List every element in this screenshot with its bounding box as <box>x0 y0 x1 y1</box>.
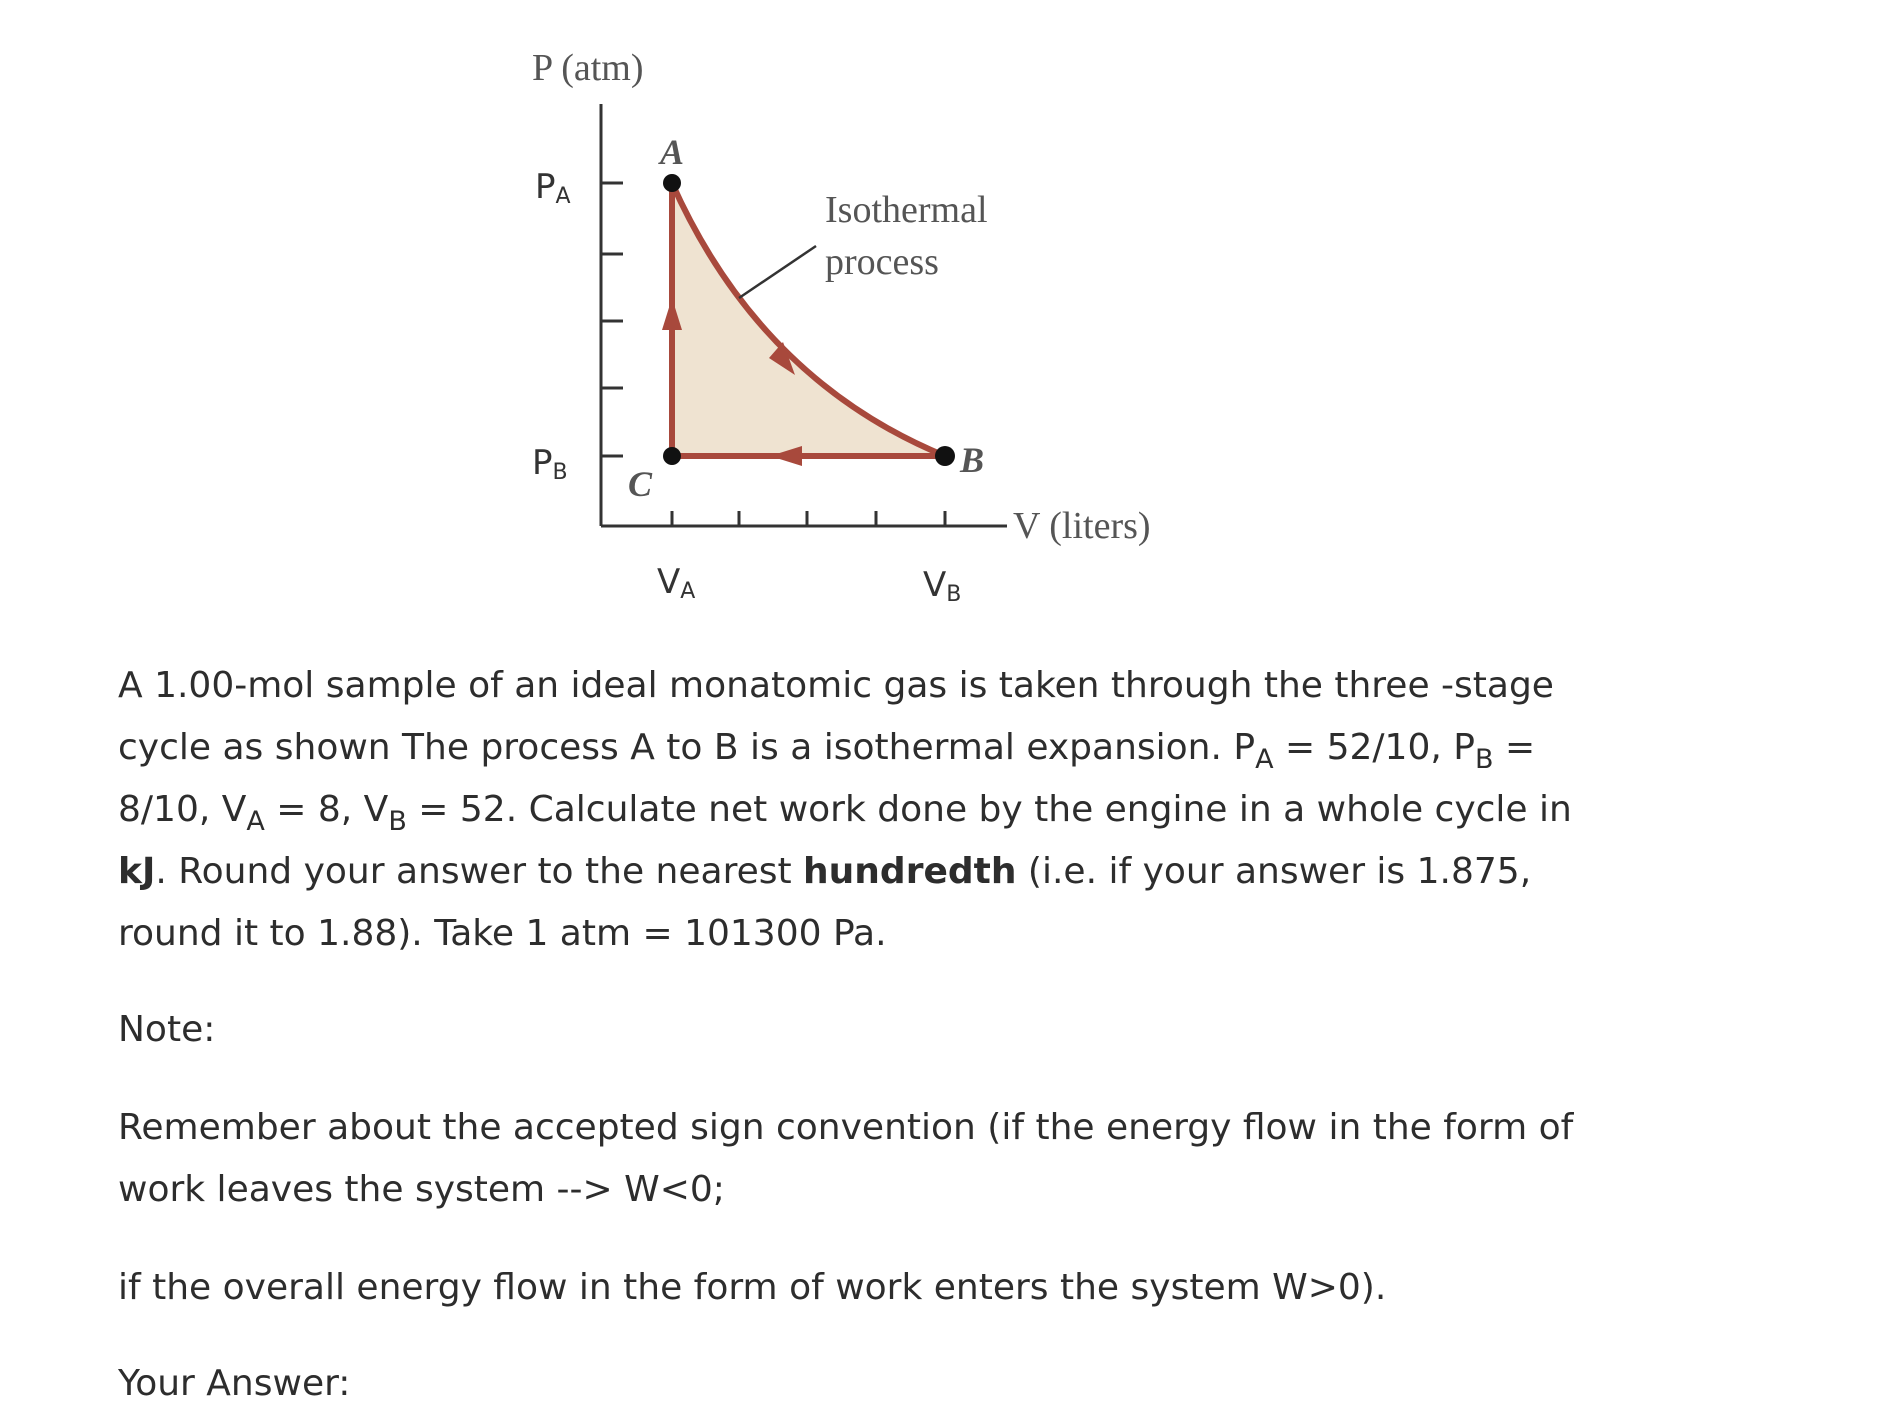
point-a-label: A <box>660 132 685 172</box>
note-label: Note: <box>118 1009 216 1050</box>
point-c <box>663 447 681 465</box>
point-b-label: B <box>960 440 985 480</box>
v-axis-ticks <box>672 511 945 526</box>
sign-convention-2: if the overall energy flow in the form of work enters the system W>0). <box>118 1267 1387 1308</box>
annotation-line-1: Isothermal <box>825 189 988 231</box>
p-tick-label-b: PB <box>532 443 568 485</box>
point-b <box>935 446 955 466</box>
sign-convention-1: Remember about the accepted sign convention (if the energy flow in the form of work leaves the system --> W<0; <box>118 1107 1574 1210</box>
p-tick-label-a: PA <box>535 167 571 209</box>
point-a <box>663 174 681 192</box>
answer-label-cut-off: Your Answer: <box>118 1363 351 1404</box>
v-axis-label: V (liters) <box>1013 505 1151 547</box>
p-axis-label: P (atm) <box>532 47 644 89</box>
question-text <box>118 655 1598 1404</box>
v-tick-label-b: VB <box>923 565 962 607</box>
problem-statement: A 1.00-mol sample of an ideal monatomic gas is taken through the three -stage cycle as shown The process A to B is a isothermal expansion. $P_A = 52/10$, $P_B = 8/10$, $V_A = 8$, $V_B = 52$. Calculate net work done by the engine in a whole cycle in kJ. Round your answer to the nearest hundredth (i.e. if your answer is 1.875, round it to 1.88). Take 1 atm = 101300 Pa. <box>118 665 1572 954</box>
v-tick-label-a: VA <box>657 562 696 604</box>
p-axis-ticks <box>601 183 623 456</box>
annotation-line-2: process <box>825 241 939 283</box>
annotation-leader <box>739 246 816 298</box>
point-c-label: C <box>628 464 653 504</box>
pv-diagram <box>0 0 1896 640</box>
